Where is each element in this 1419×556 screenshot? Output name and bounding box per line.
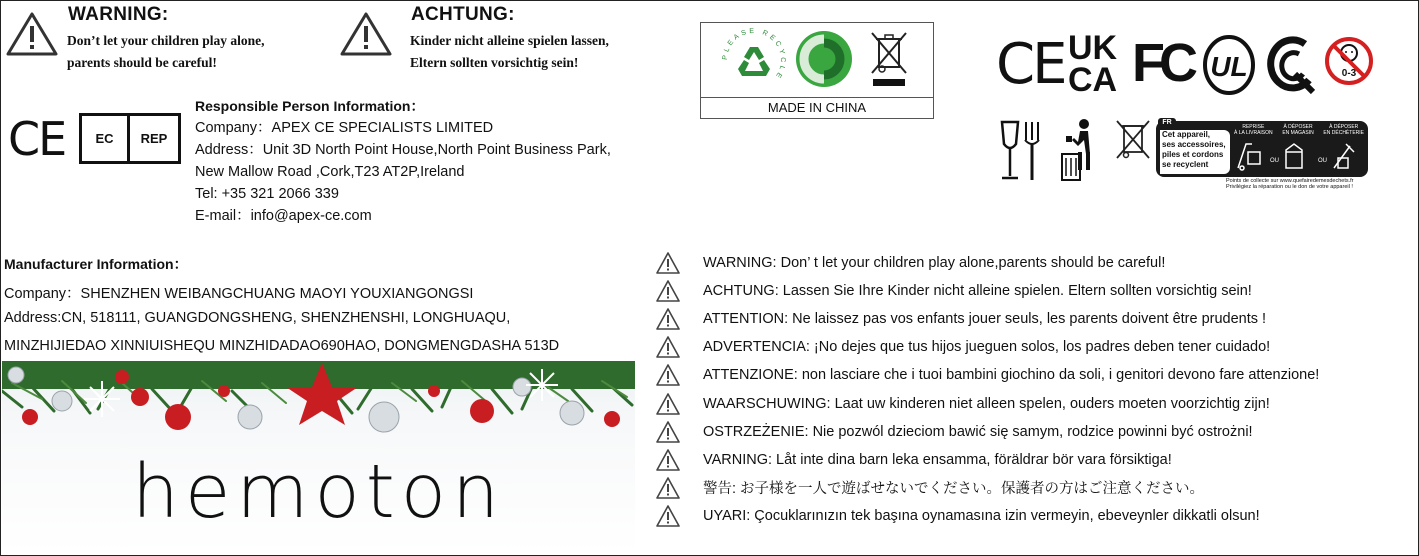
warning-triangle-icon — [340, 12, 392, 56]
warning-triangle-icon — [656, 252, 680, 274]
ukca-uk: UK — [1068, 29, 1118, 67]
crossed-bin-icon — [1114, 118, 1154, 168]
manufacturer-company: Company：SHENZHEN WEIBANGCHUANG MAOYI YOUXIANGONGSI — [4, 286, 474, 302]
ukca-mark — [1068, 29, 1118, 99]
made-in-china-label: MADE IN CHINA — [701, 97, 933, 117]
please-recycle-icon — [721, 27, 787, 93]
svg-text:OU: OU — [1318, 158, 1327, 164]
svg-text:OU: OU — [1270, 158, 1279, 164]
cqc-mark-icon — [1265, 34, 1319, 96]
brand-logo: hemoton — [132, 449, 505, 535]
christmas-garland-image — [2, 361, 635, 451]
crossed-bin-icon — [869, 29, 909, 91]
manufacturer-address-1: Address:CN, 518111, GUANGDONGSHENG, SHENZHENSHI, LONGHUAQU, — [4, 310, 511, 326]
svg-text:0-3: 0-3 — [1341, 68, 1357, 79]
warning-line2-de: Eltern sollten vorsichtig sein! — [410, 55, 579, 70]
warning-row-text: OSTRZEŻENIE: Nie pozwól dzieciom bawić się samym, rodzice powinni być ostrożni! — [703, 423, 1253, 440]
triman-text: Cet appareil, ses accessoires, piles et cordons se recyclent — [1162, 130, 1226, 169]
responsible-tel: Tel: +35 321 2066 339 — [195, 186, 339, 202]
warning-triangle-icon — [656, 336, 680, 358]
ec-rep-mark — [79, 113, 181, 164]
triman-pictograms-icon — [1234, 138, 1364, 172]
ul-mark-icon — [1202, 34, 1256, 96]
triman-fr: FR — [1158, 118, 1176, 128]
warning-row — [656, 252, 1165, 274]
warning-triangle-icon — [656, 308, 680, 330]
triman-footer: Points de collecte sur www.quefairedemesdechets.fr Privilégiez la réparation ou le don de votre appareil ! — [1226, 178, 1354, 190]
warning-row-text: UYARI: Çocuklarınızın tek başına oynamasına izin vermeyin, ebeveynler dikkatli olsun! — [703, 507, 1260, 524]
warning-triangle-icon — [656, 421, 680, 443]
food-safe-icon — [998, 118, 1044, 184]
warning-triangle-icon — [6, 12, 58, 56]
ukca-ca: CA — [1068, 61, 1118, 99]
svg-text:PLEASE RECYCLE: PLEASE RECYCLE — [721, 27, 787, 82]
recycle-box — [700, 22, 934, 119]
fcc-mark: FC — [1132, 33, 1192, 93]
warning-row — [656, 308, 1266, 330]
ce-mark-left: CE — [8, 112, 66, 166]
warning-row — [656, 364, 1319, 386]
warning-row — [656, 449, 1172, 471]
green-dot-icon — [794, 29, 854, 89]
warning-row-text: ADVERTENCIA: ¡No dejes que tus hijos jueguen solos, los padres deben tener cuidado! — [703, 339, 1271, 356]
responsible-address-1: Address：Unit 3D North Point House,North Point Business Park, — [195, 142, 611, 158]
warning-row-text: WAARSCHUWING: Laat uw kinderen niet alleen spelen, ouders moeten voorzichtig zijn! — [703, 395, 1270, 412]
warning-row-text: ATTENZIONE: non lasciare che i tuoi bambini giochino da soli, i genitori devono fare attenzione! — [703, 367, 1320, 384]
svg-text:UL: UL — [1210, 51, 1248, 82]
warning-row-text: WARNING: Don’ t let your children play alone,parents should be careful! — [703, 255, 1166, 271]
responsible-email: E-mail：info@apex-ce.com — [195, 208, 372, 224]
warning-triangle-icon — [656, 477, 680, 499]
triman-panel — [1114, 118, 1368, 188]
warning-row-text: 警告: お子様を一人で遊ばせないでください。保護者の方はご注意ください。 — [703, 481, 1205, 498]
warning-triangle-icon — [656, 449, 680, 471]
manufacturer-address-2: MINZHIJIEDAO XINNIUISHEQU MINZHIDADAO690HAO, DONGMENGDASHA 513D — [4, 338, 560, 354]
warning-row — [656, 393, 1270, 415]
warning-title-en: WARNING: — [68, 4, 169, 25]
warning-row — [656, 505, 1260, 527]
warning-line1-de: Kinder nicht alleine spielen lassen, — [410, 33, 609, 48]
warning-line1-en: Don’t let your children play alone, — [67, 33, 265, 48]
warning-line2-en: parents should be careful! — [67, 55, 217, 70]
warning-row-text: ATTENTION: Ne laissez pas vos enfants jouer seuls, les parents doivent être prudents ! — [703, 311, 1267, 328]
warning-row-text: VARNING: Låt inte dina barn leka ensamma, föräldrar bör vara försiktiga! — [703, 451, 1172, 468]
manufacturer-title: Manufacturer Information： — [4, 256, 188, 272]
rep-label: REP — [140, 131, 168, 146]
brand-banner — [2, 361, 635, 554]
warning-row — [656, 421, 1253, 443]
warning-row-text: ACHTUNG: Lassen Sie Ihre Kinder nicht alleine spielen. Eltern sollten vorsichtig sein! — [703, 283, 1252, 300]
warning-row — [656, 336, 1270, 358]
triman-columns: REPRISE À LA LIVRAISON À DÉPOSER EN MAGASIN À DÉPOSER EN DÉCHÈTERIE — [1234, 124, 1364, 136]
responsible-company: Company：APEX CE SPECIALISTS LIMITED — [195, 120, 494, 136]
warning-triangle-icon — [656, 364, 680, 386]
ec-label: EC — [82, 116, 130, 161]
warning-row — [656, 280, 1252, 302]
warning-triangle-icon — [656, 280, 680, 302]
warning-triangle-icon — [656, 393, 680, 415]
ce-mark: CE — [996, 32, 1065, 97]
warning-row — [656, 477, 1204, 499]
responsible-person-title: Responsible Person Information： — [195, 98, 425, 114]
not-for-under-3-icon — [1324, 34, 1374, 92]
tidyman-icon — [1054, 118, 1104, 184]
warning-triangle-icon — [656, 505, 680, 527]
warning-title-de: ACHTUNG: — [411, 4, 515, 25]
responsible-address-2: New Mallow Road ,Cork,T23 AT2P,Ireland — [195, 164, 465, 180]
